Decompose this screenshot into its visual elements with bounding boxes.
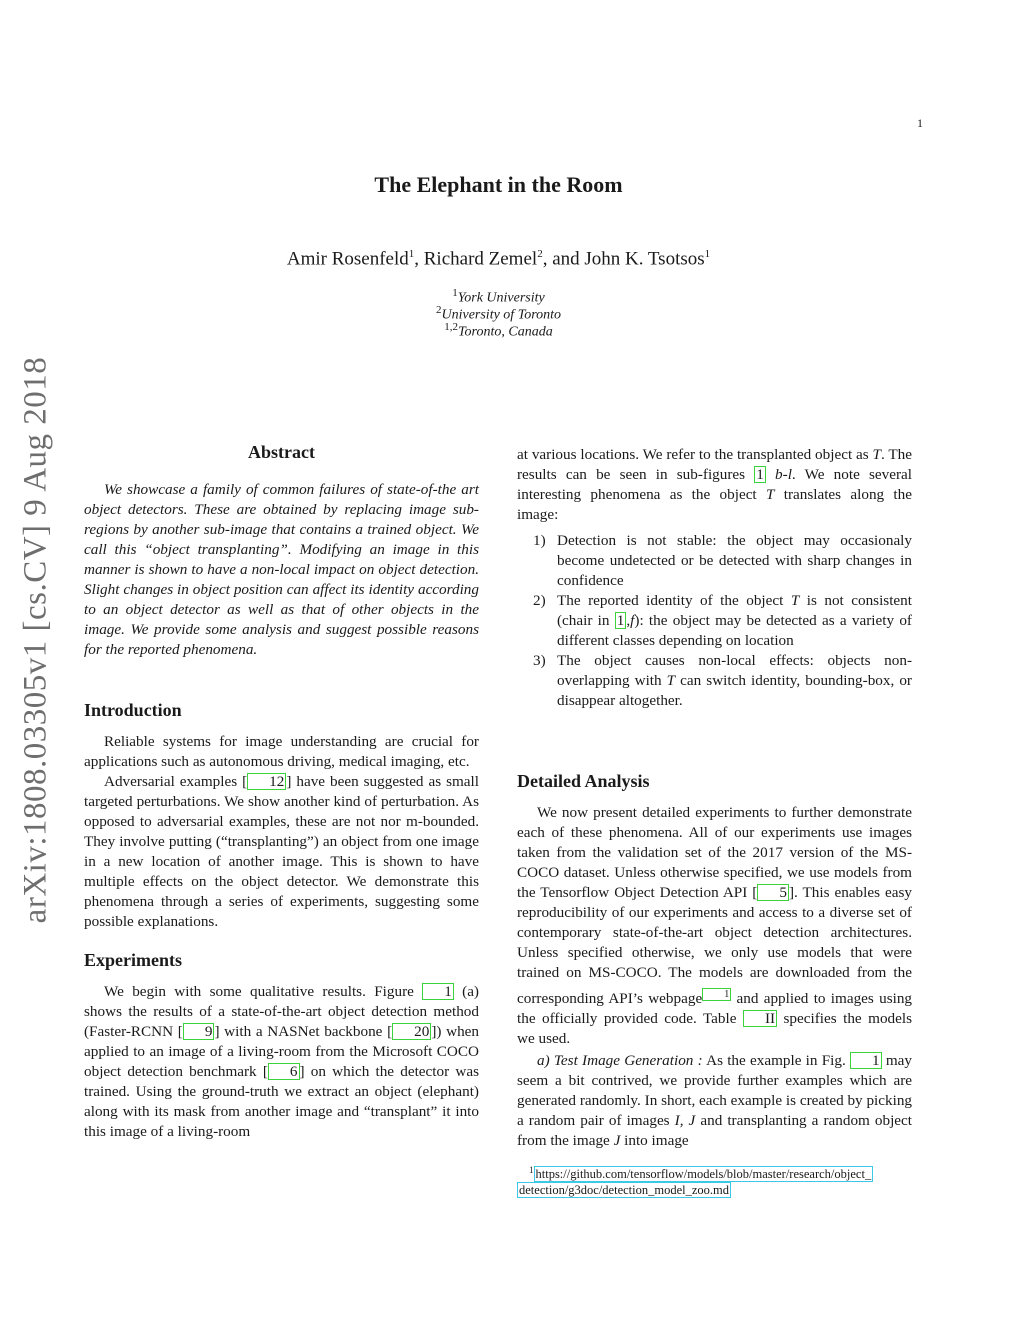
affiliation-mark: 1: [452, 287, 458, 299]
affiliation-name: Toronto, Canada: [458, 324, 553, 340]
arxiv-identifier-text: arXiv:1808.03305v1 [cs.CV] 9 Aug 2018: [17, 356, 54, 924]
abstract-text: We showcase a family of common failures of state-of-the art object detectors. These are obtained by replacing image sub-regions by another sub-image that contains a trained object. We call this “object transplanting”. Modifying an image in this manner is shown to have a non-local impact on object detection. Slight changes in object position can affect its identity according to an object detector as well as that of other objects in the image. We provide some analysis and suggest possible reasons for the reported phenomena.: [84, 481, 479, 658]
citation-link[interactable]: 12: [247, 773, 286, 790]
phenomena-list: [517, 531, 912, 711]
author-affiliation-mark: 1: [704, 248, 711, 260]
left-column: [84, 440, 479, 1142]
footnote-url-link-continued[interactable]: detection/g3doc/detection_model_zoo.md: [519, 1183, 730, 1198]
figure-link[interactable]: 1: [422, 983, 454, 1000]
citation-link[interactable]: 6: [268, 1063, 300, 1080]
author-list: [0, 248, 997, 270]
author-name: Richard Zemel: [423, 248, 538, 270]
author-separator: , and: [542, 248, 585, 270]
table-link[interactable]: II: [743, 1010, 777, 1027]
affiliation: [0, 321, 997, 341]
paper-title: The Elephant in the Room: [374, 172, 623, 197]
right-column: [517, 445, 912, 1151]
affiliation-name: University of Toronto: [441, 307, 562, 323]
citation-link[interactable]: 20: [392, 1023, 431, 1040]
introduction-heading: Introduction: [84, 700, 182, 720]
author-name: John K. Tsotsos: [584, 248, 705, 270]
citation-link[interactable]: 9: [183, 1023, 215, 1040]
figure-link[interactable]: 1: [850, 1052, 882, 1069]
detailed-analysis-heading: Detailed Analysis: [517, 771, 650, 791]
paragraph-label: a) Test Image Generation :: [537, 1052, 703, 1070]
test-image-generation-paragraph: a) Test Image Generation : As the example in Fig. 1 may seem a bit contrived, we provide further examples which are generated randomly. In short, each example is created by picking a random pair of images I, J and transplanting a random object from the image J into image: [517, 1052, 913, 1150]
footnote-url-link[interactable]: https://github.com/tensorflow/models/blob/master/research/object_: [535, 1167, 872, 1182]
math-symbol: T: [872, 446, 881, 463]
affiliation-mark: 1,2: [444, 321, 459, 333]
affiliation-name: York University: [457, 290, 545, 306]
intro-paragraph-2: Adversarial examples [ 12 ] have been suggested as small targeted perturbations. We show another kind of perturbation. As opposed to adversarial examples, these are not nor m-bounded. They involve putting (“transplanting”) an object from one image in a new location of another image. This is shown to have multiple effects on the object detector. We demonstrate this phenomena through a series of experiments, suggesting some possible explanations.: [84, 773, 479, 930]
affiliation-mark: 2: [435, 304, 442, 316]
footnote-link[interactable]: 1: [702, 988, 731, 1001]
detailed-analysis-paragraph: We now present detailed experiments to further demonstrate each of these phenomena. All of our experiments use images taken from the validation set of the 2017 version of the MS-COCO dataset. Unless otherwise specified, we use models from the Tensorflow Object Detection API [ 5 ]. This enables easy reproducibility of our experiments and access to a diverse set of contemporary state-of-the-art object detection architectures. Unless specified otherwise, we only use models that were trained on MS-COCO. The models are downloaded from the corresponding API’s webpage $^1$ and applied to images using the officially provided code. Table II specifies the models we used.: [517, 804, 913, 1048]
continued-paragraph: at various locations. We refer to the transplanted object as T. The results can be seen in sub-figures 1 b-l. We note several interesting phenomena as the object T translates along the image:: [517, 446, 912, 523]
abstract-heading: Abstract: [248, 442, 315, 462]
figure-link[interactable]: 1: [616, 612, 625, 629]
experiments-paragraph: We begin with some qualitative results. Figure 1 (a) shows the results of a state-of-the-art object detection method (Faster-RCNN [ 9 ] with a NASNet backbone [ 20 ]) when applied to an image of a living-room from the Microsoft COCO object detection benchmark [ 6 ] on which the detector was trained. Using the ground-truth we extract an object (elephant) along with its mask from another image and “transplant” it into this image of a living-room: [84, 983, 480, 1140]
author-name: Amir Rosenfeld: [286, 248, 409, 270]
author-affiliation-mark: 1: [408, 248, 415, 260]
footnote: [517, 1162, 917, 1198]
list-item: 1) Detection is not stable: the object may occasionaly become undetected or be detected with sharp changes in confidence: [533, 532, 912, 589]
citation-link[interactable]: 5: [757, 884, 789, 901]
figure-link[interactable]: 1: [756, 466, 764, 483]
math-symbol: T: [765, 486, 775, 503]
list-item: 2) The reported identity of the object T is not consistent (chair in 1 ,f): the object may be detected as a variety of different classes depending on location: [533, 592, 912, 649]
intro-paragraph-1: Reliable systems for image understanding are crucial for applications such as autonomous driving, medical imaging, etc.: [84, 733, 479, 770]
author-separator: ,: [414, 248, 424, 270]
footnote-mark: 1: [529, 1165, 534, 1175]
page-number: 1: [917, 116, 923, 130]
author-affiliation-mark: 2: [537, 248, 543, 260]
experiments-heading: Experiments: [84, 950, 182, 970]
list-item: 3) The object causes non-local effects: objects non-overlapping with T can switch identity, bounding-box, or disappear altogether.: [533, 652, 912, 709]
